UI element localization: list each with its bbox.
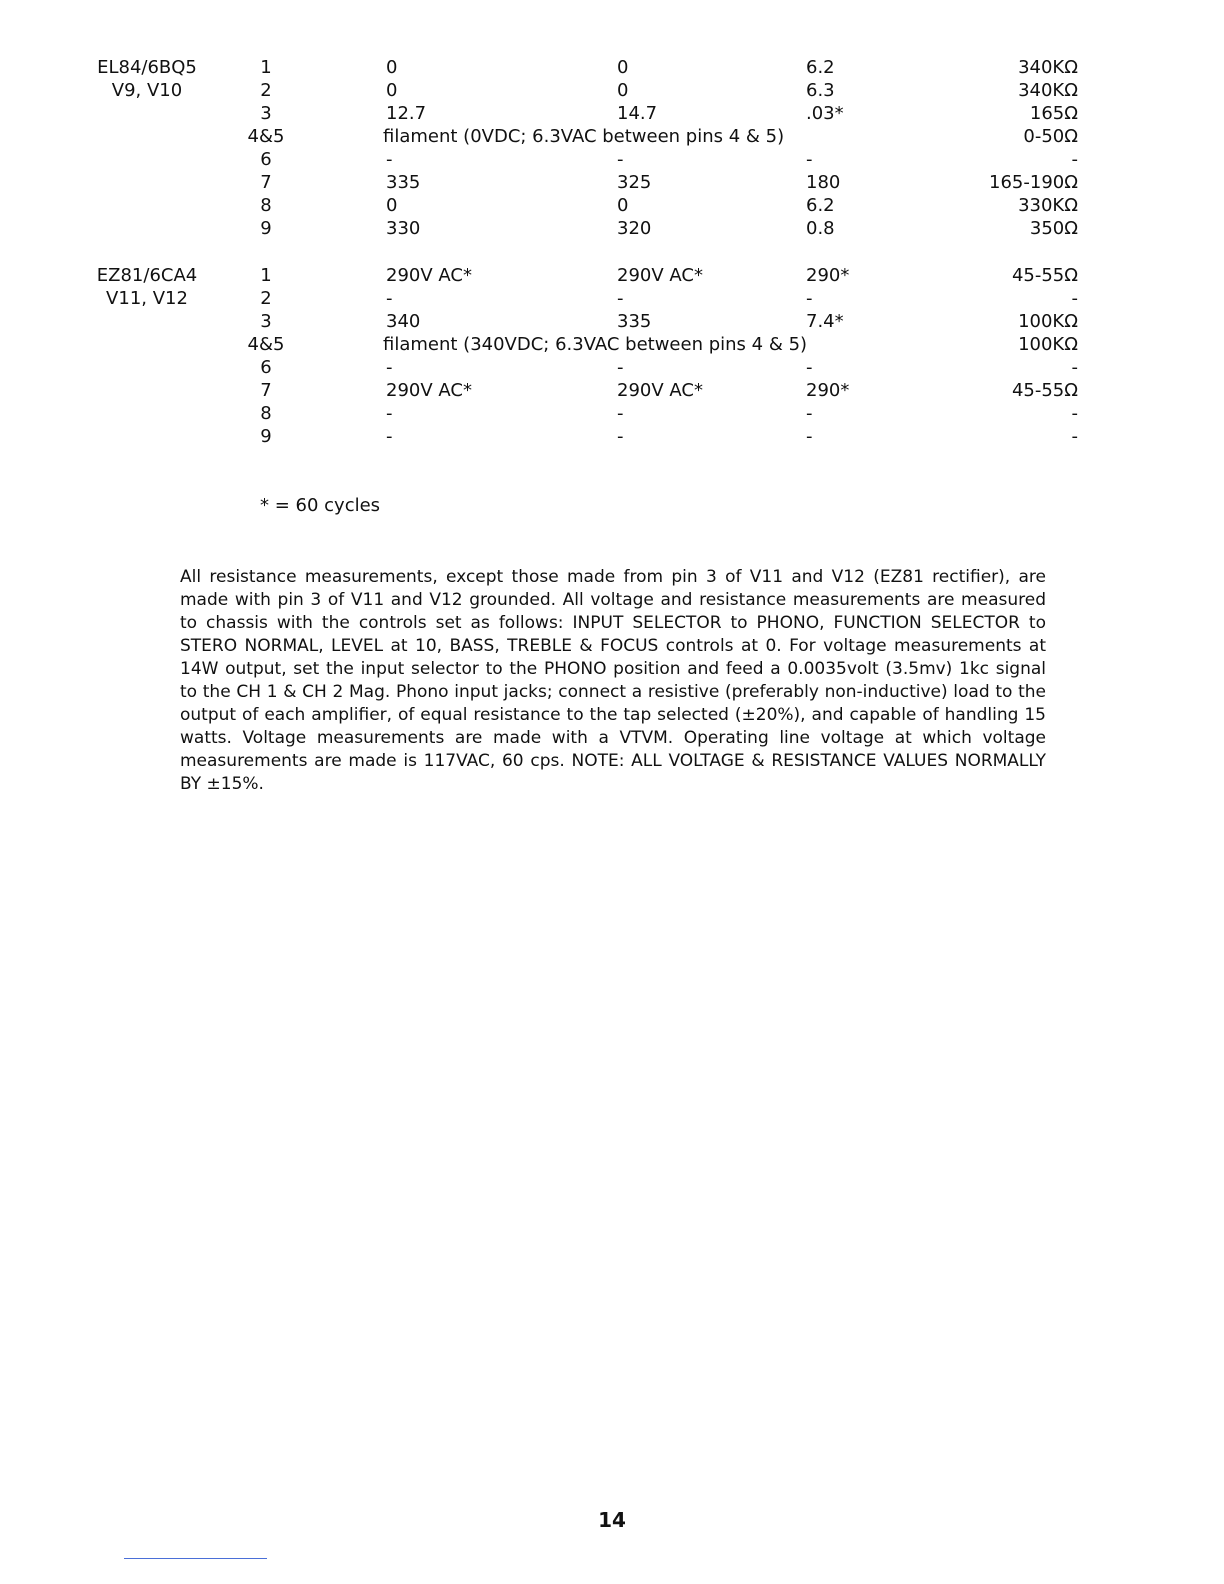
- table-row: [0, 402, 1224, 425]
- pin-number: 3: [260, 103, 272, 124]
- pin-number: 3: [260, 311, 272, 332]
- value-col-2: 320: [617, 218, 652, 239]
- value-col-1: 0: [386, 57, 398, 78]
- table-row: [0, 79, 1224, 102]
- value-col-3: 6.2: [806, 57, 835, 78]
- resistance-value: 165Ω: [1029, 103, 1078, 124]
- table-row: [0, 356, 1224, 379]
- pin-number: 9: [260, 426, 272, 447]
- resistance-value: -: [1071, 288, 1078, 309]
- filament-note: filament (340VDC; 6.3VAC between pins 4 & 5): [383, 334, 808, 355]
- table-row: [0, 171, 1224, 194]
- table-row: [0, 217, 1224, 240]
- resistance-value: 330KΩ: [1018, 195, 1078, 216]
- value-col-2: 290V AC*: [617, 265, 703, 286]
- pin-number: 8: [260, 195, 272, 216]
- table-row: [0, 310, 1224, 333]
- value-col-2: 14.7: [617, 103, 658, 124]
- resistance-value: 340KΩ: [1018, 57, 1078, 78]
- value-col-3: 290*: [806, 380, 850, 401]
- resistance-value: 0-50Ω: [1023, 126, 1078, 147]
- value-col-1: -: [386, 288, 393, 309]
- value-col-2: 0: [617, 195, 629, 216]
- value-col-3: .03*: [806, 103, 844, 124]
- pin-number: 1: [260, 57, 272, 78]
- value-col-3: -: [806, 288, 813, 309]
- table-row: [0, 148, 1224, 171]
- pin-number: 8: [260, 403, 272, 424]
- table-row: [0, 56, 1224, 79]
- measurement-notes-paragraph: All resistance measurements, except those made from pin 3 of V11 and V12 (EZ81 rectifier), are made with pin 3 of V11 and V12 grounded. All voltage and resistance measurements are measured to chassis with the controls set as follows: INPUT SELECTOR to PHONO, FUNCTION SELECTOR to STERO NORMAL, LEVEL at 10, BASS, TREBLE & FOCUS controls at 0. For voltage measurements at 14W output, set the input selector to the PHONO position and feed a 0.0035volt (3.5mv) 1kc signal to the CH 1 & CH 2 Mag. Phono input jacks; connect a resistive (preferably non-inductive) load to the output of each amplifier, of equal resistance to the tap selected (±20%), and capable of handling 15 watts. Voltage measurements are made with a VTVM. Operating line voltage at which voltage measurements are made is 117VAC, 60 cps. NOTE: ALL VOLTAGE & RESISTANCE VALUES NORMALLY BY ±15%.: [180, 567, 1046, 794]
- value-col-3: -: [806, 426, 813, 447]
- table-row: [0, 125, 1224, 148]
- value-col-3: 180: [806, 172, 841, 193]
- value-col-2: 0: [617, 57, 629, 78]
- filament-note: filament (0VDC; 6.3VAC between pins 4 & 5): [383, 126, 785, 147]
- value-col-1: 0: [386, 80, 398, 101]
- page-number: 14: [598, 1508, 626, 1532]
- tube-positions: V11, V12: [106, 288, 188, 309]
- value-col-1: 12.7: [386, 103, 427, 124]
- table-row: [0, 287, 1224, 310]
- resistance-value: -: [1071, 426, 1078, 447]
- pin-number: 6: [260, 149, 272, 170]
- pin-number: 9: [260, 218, 272, 239]
- pin-number: 7: [260, 172, 272, 193]
- table-row: [0, 379, 1224, 402]
- value-col-3: 7.4*: [806, 311, 844, 332]
- resistance-value: -: [1071, 149, 1078, 170]
- tube-type: EZ81/6CA4: [96, 265, 198, 286]
- value-col-2: -: [617, 403, 624, 424]
- value-col-1: -: [386, 149, 393, 170]
- value-col-3: -: [806, 149, 813, 170]
- table-row: [0, 194, 1224, 217]
- value-col-3: 6.3: [806, 80, 835, 101]
- pin-number: 4&5: [247, 126, 285, 147]
- table-row: [0, 425, 1224, 448]
- resistance-value: 100KΩ: [1018, 334, 1078, 355]
- value-col-1: -: [386, 403, 393, 424]
- pin-number: 1: [260, 265, 272, 286]
- resistance-value: 350Ω: [1029, 218, 1078, 239]
- pin-number: 4&5: [247, 334, 285, 355]
- value-col-3: 6.2: [806, 195, 835, 216]
- value-col-2: -: [617, 357, 624, 378]
- footnote: * = 60 cycles: [260, 495, 381, 516]
- value-col-2: 0: [617, 80, 629, 101]
- value-col-2: 290V AC*: [617, 380, 703, 401]
- table-row: [0, 102, 1224, 125]
- resistance-value: 45-55Ω: [1011, 380, 1078, 401]
- resistance-value: 45-55Ω: [1011, 265, 1078, 286]
- resistance-value: -: [1071, 403, 1078, 424]
- value-col-2: -: [617, 149, 624, 170]
- resistance-value: 165-190Ω: [989, 172, 1078, 193]
- pin-number: 6: [260, 357, 272, 378]
- table-row: [0, 333, 1224, 356]
- resistance-value: 340KΩ: [1018, 80, 1078, 101]
- value-col-1: -: [386, 426, 393, 447]
- value-col-1: 330: [386, 218, 421, 239]
- value-col-3: -: [806, 357, 813, 378]
- tube-type: EL84/6BQ5: [97, 57, 197, 78]
- value-col-1: 290V AC*: [386, 265, 472, 286]
- footer-rule: [124, 1558, 267, 1559]
- value-col-3: 290*: [806, 265, 850, 286]
- value-col-1: 340: [386, 311, 421, 332]
- value-col-3: -: [806, 403, 813, 424]
- pin-number: 2: [260, 288, 272, 309]
- value-col-2: -: [617, 426, 624, 447]
- pin-number: 2: [260, 80, 272, 101]
- value-col-2: 325: [617, 172, 652, 193]
- value-col-1: -: [386, 357, 393, 378]
- resistance-value: 100KΩ: [1018, 311, 1078, 332]
- value-col-3: 0.8: [806, 218, 835, 239]
- value-col-2: -: [617, 288, 624, 309]
- value-col-1: 0: [386, 195, 398, 216]
- tube-positions: V9, V10: [111, 80, 183, 101]
- pin-number: 7: [260, 380, 272, 401]
- value-col-1: 290V AC*: [386, 380, 472, 401]
- value-col-2: 335: [617, 311, 652, 332]
- value-col-1: 335: [386, 172, 421, 193]
- resistance-value: -: [1071, 357, 1078, 378]
- table-row: [0, 264, 1224, 287]
